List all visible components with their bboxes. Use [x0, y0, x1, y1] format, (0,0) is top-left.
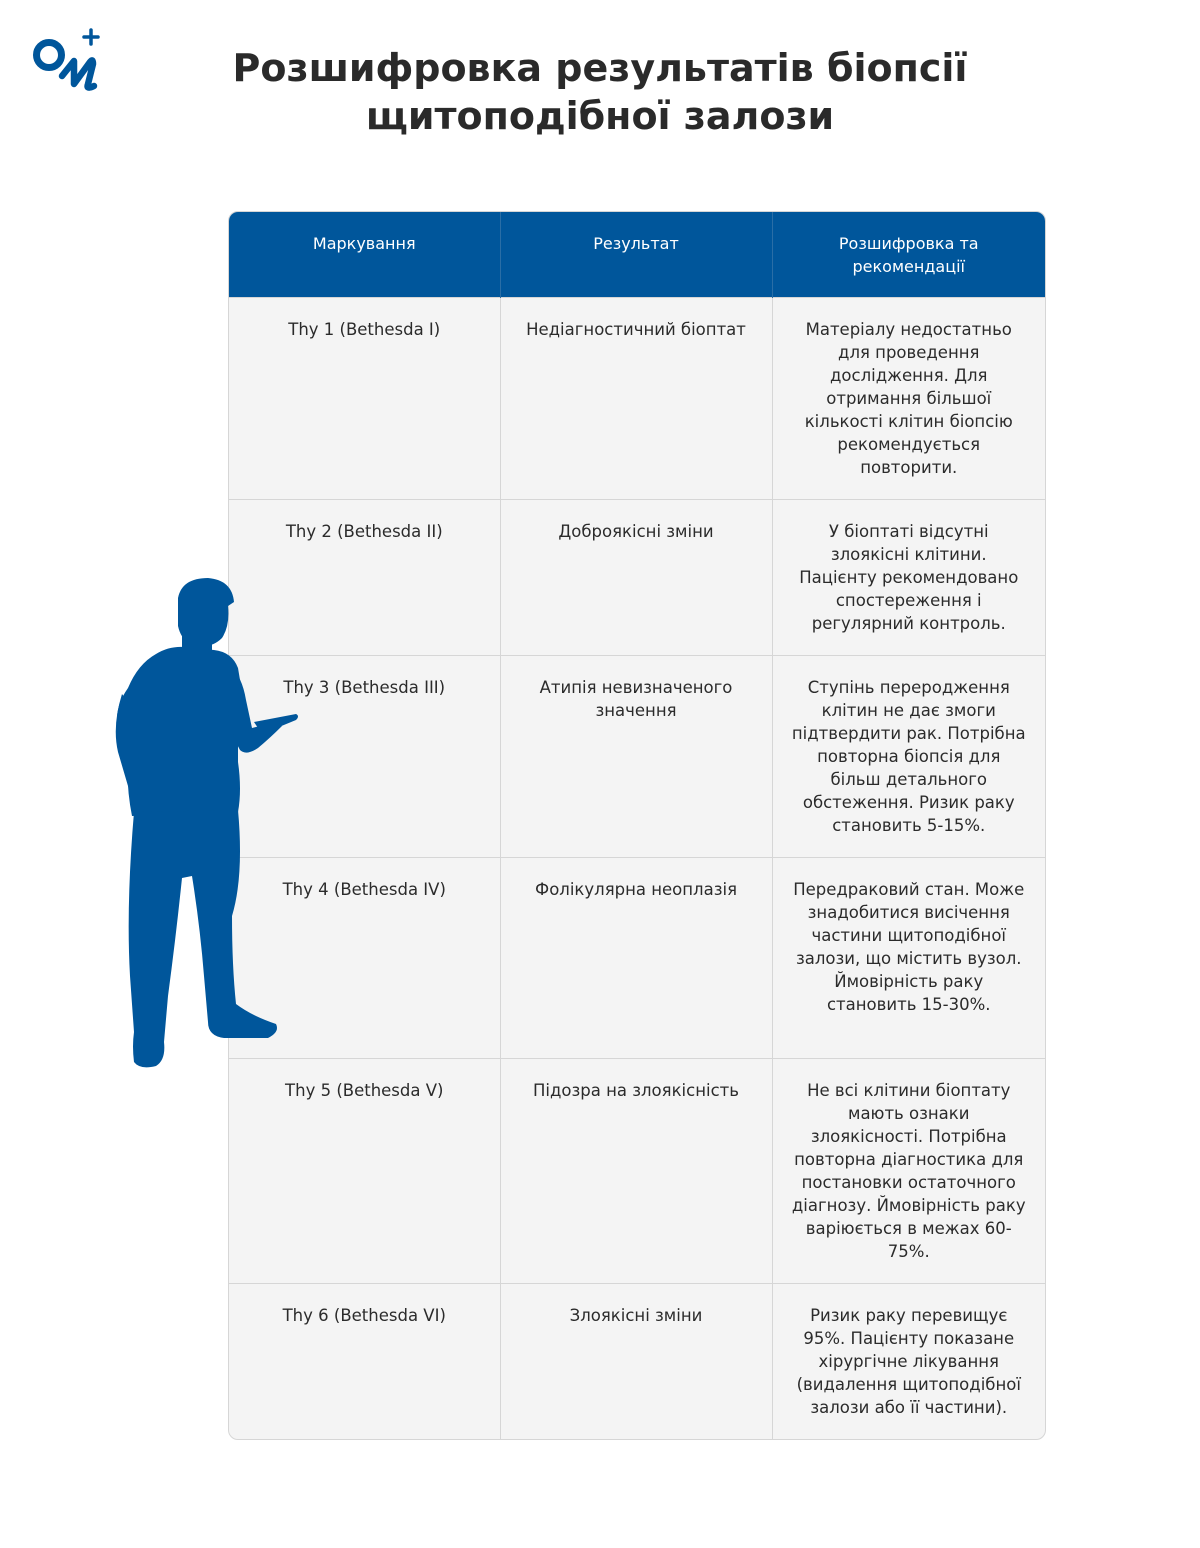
table-row [229, 500, 1045, 656]
column-header-marking: Маркування [229, 212, 500, 298]
cell-result: Фолікулярна неоплазія [500, 858, 772, 1059]
cell-marking: Thy 1 (Bethesda I) [229, 298, 500, 500]
table-row [229, 1059, 1045, 1284]
table-header-row [229, 212, 1045, 298]
page-title-line-2: щитоподібної залози [365, 94, 835, 138]
cell-marking: Thy 3 (Bethesda III) [229, 656, 500, 858]
cell-marking: Thy 2 (Bethesda II) [229, 500, 500, 656]
column-header-result: Результат [500, 212, 772, 298]
cell-result: Доброякісні зміни [500, 500, 772, 656]
table-row [229, 298, 1045, 500]
cell-recommendation: Ступінь переродження клітин не дає змоги підтвердити рак. Потрібна повторна біопсія для більш детального обстеження. Ризик раку становить 5-15%. [772, 656, 1045, 858]
page-title-line-1: Розшифровка результатів біопсії [232, 46, 968, 90]
page-title [0, 44, 1200, 140]
cell-result: Підозра на злоякісність [500, 1059, 772, 1284]
results-table [228, 211, 1046, 1440]
cell-recommendation: Не всі клітини біоптату мають ознаки злоякісності. Потрібна повторна діагностика для постановки остаточного діагнозу. Ймовірність раку варіюється в межах 60-75%. [772, 1059, 1045, 1284]
cell-result: Недіагностичний біоптат [500, 298, 772, 500]
cell-marking: Thy 4 (Bethesda IV) [229, 858, 500, 1059]
cell-result: Атипія невизначеного значення [500, 656, 772, 858]
cell-recommendation: Ризик раку перевищує 95%. Пацієнту показане хірургічне лікування (видалення щитоподібної залози або її частини). [772, 1284, 1045, 1440]
column-header-recommendation: Розшифровка та рекомендації [772, 212, 1045, 298]
cell-recommendation: Матеріалу недостатньо для проведення дослідження. Для отримання більшої кількості клітин біопсію рекомендується повторити. [772, 298, 1045, 500]
table-row [229, 858, 1045, 1059]
cell-marking: Thy 5 (Bethesda V) [229, 1059, 500, 1284]
cell-recommendation: Передраковий стан. Може знадобитися висічення частини щитоподібної залози, що містить вузол. Ймовірність раку становить 15-30%. [772, 858, 1045, 1059]
table-row [229, 1284, 1045, 1440]
cell-recommendation: У біоптаті відсутні злоякісні клітини. Пацієнту рекомендовано спостереження і регулярний контроль. [772, 500, 1045, 656]
man-with-tablet-silhouette-icon [112, 576, 302, 1072]
cell-marking: Thy 6 (Bethesda VI) [229, 1284, 500, 1440]
cell-result: Злоякісні зміни [500, 1284, 772, 1440]
table-row [229, 656, 1045, 858]
